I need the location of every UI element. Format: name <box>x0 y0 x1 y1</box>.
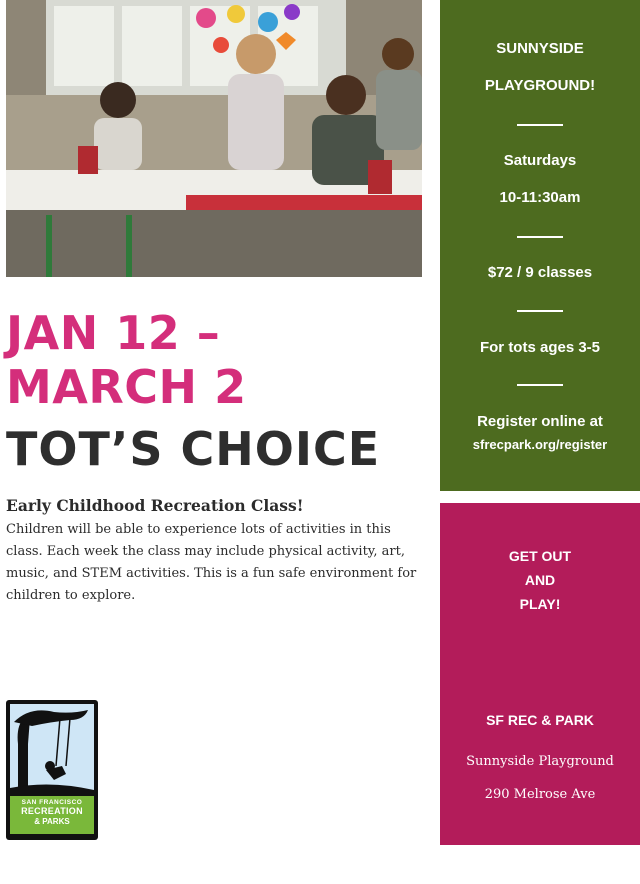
venue-name: Sunnyside Playground <box>466 754 614 769</box>
ages: For tots ages 3-5 <box>479 339 601 356</box>
cta-line-2: AND <box>524 572 556 588</box>
info-panel <box>440 0 640 491</box>
logo-line-1: SAN FRANCISCO <box>21 799 83 806</box>
date-range <box>6 306 247 414</box>
cta-line-3: PLAY! <box>519 596 561 612</box>
location-line-2: PLAYGROUND! <box>484 77 596 94</box>
org-name: SF REC & PARK <box>486 712 594 728</box>
sf-rec-park-logo <box>6 700 98 840</box>
date-end: MARCH 2 <box>6 360 247 414</box>
logo-band <box>10 796 94 834</box>
divider <box>517 384 563 386</box>
cta-panel <box>440 503 640 845</box>
logo-line-2: RECREATION <box>21 806 83 816</box>
class-description: Children will be able to experience lots of activities in this class. Each week the class may include physical activity, art, music, and STEM activities. This is a fun safe environment for children to explore. <box>6 522 417 603</box>
divider <box>517 310 563 312</box>
divider <box>517 124 563 126</box>
classroom-photo <box>6 0 422 277</box>
class-subhead: Early Childhood Recreation Class! <box>6 496 304 515</box>
schedule-time: 10-11:30am <box>499 189 581 206</box>
cta-line-1: GET OUT <box>508 548 572 564</box>
date-start: JAN 12 – <box>6 306 221 360</box>
tree-swing-icon <box>10 704 94 796</box>
divider <box>517 236 563 238</box>
venue-address: 290 Melrose Ave <box>484 787 596 802</box>
location-line-1: SUNNYSIDE <box>496 40 584 57</box>
logo-line-3: & PARKS <box>34 817 70 826</box>
schedule-day: Saturdays <box>503 152 577 169</box>
register-label: Register online at <box>477 413 603 430</box>
program-title: TOT’S CHOICE <box>6 422 381 476</box>
price: $72 / 9 classes <box>487 264 593 281</box>
register-link[interactable]: sfrecpark.org/register <box>472 437 608 452</box>
